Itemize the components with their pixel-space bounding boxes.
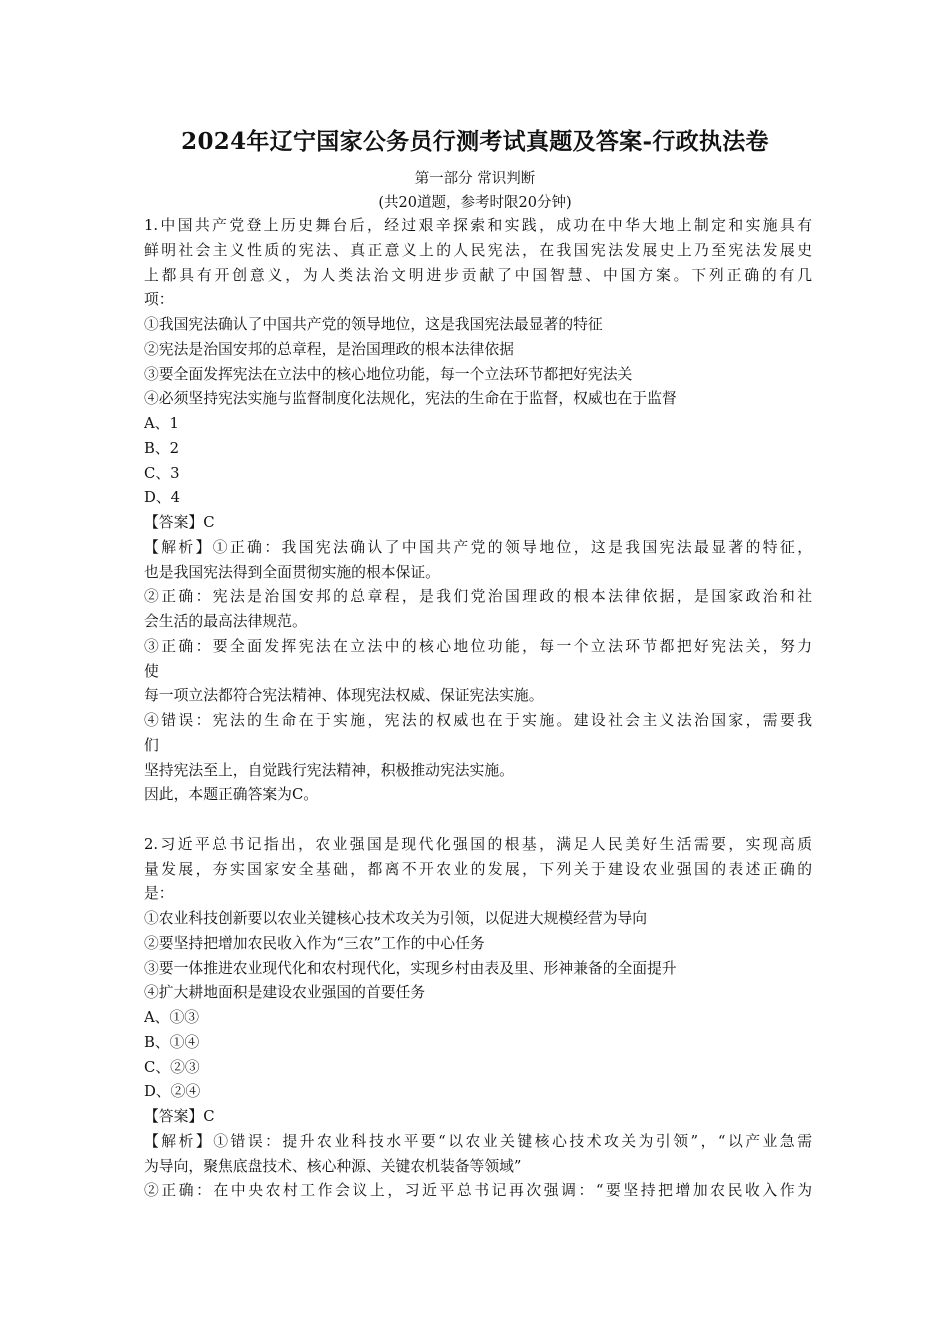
analysis-line: 因此，本题正确答案为C。 (144, 786, 319, 804)
question-stem-line: 项： (144, 291, 174, 309)
option-a: A、1 (144, 415, 179, 432)
section-note: (共20道题，参考时限20分钟) (378, 195, 572, 211)
statement-item: ②要坚持把增加农民收入作为“三农”工作的中心任务 (144, 934, 485, 952)
question-stem-line: 是： (144, 885, 174, 903)
analysis-line: 也是我国宪法得到全面贯彻实施的根本保证。 (144, 563, 440, 581)
section-title: 第一部分 常识判断 (414, 171, 536, 187)
option-c: C、3 (144, 464, 180, 482)
statement-item: ②宪法是治国安邦的总章程，是治国理政的根本法律依据 (144, 340, 514, 358)
question-stem-line: 2.习近平总书记指出，农业强国是现代化强国的根基，满足人民美好生活需要，实现高质 (144, 835, 812, 853)
analysis-line: 使 (144, 662, 159, 680)
option-d: D、4 (144, 489, 181, 507)
analysis-line: ②正确：宪法是治国安邦的总章程，是我们党治国理政的根本法律依据，是国家政治和社 (144, 588, 812, 606)
blank-line (144, 808, 812, 833)
question-stem-line: 上都具有开创意义，为人类法治文明进步贡献了中国智慧、中国方案。下列正确的有几 (144, 266, 812, 284)
analysis-line: ④错误：宪法的生命在于实施，宪法的权威也在于实施。建设社会主义法治国家，需要我 (144, 712, 812, 729)
option-b: B、①④ (144, 1033, 200, 1051)
document-body (144, 214, 812, 1204)
option-c: C、②③ (144, 1058, 200, 1076)
analysis-line: ③正确：要全面发挥宪法在立法中的核心地位功能，每一个立法环节都把好宪法关，努力 (144, 637, 812, 655)
statement-item: ①农业科技创新要以农业关键核心技术攻关为引领，以促进大规模经营为导向 (144, 910, 648, 927)
statement-item: ③要一体推进农业现代化和农村现代化，实现乡村由表及里、形神兼备的全面提升 (144, 959, 677, 977)
statement-item: ④必须坚持宪法实施与监督制度化法规化，宪法的生命在于监督，权威也在于监督 (144, 390, 677, 408)
option-a: A、①③ (144, 1009, 200, 1026)
analysis-line: 【解析】①正确：我国宪法确认了中国共产党的领导地位，这是我国宪法最显著的特征， (144, 538, 812, 556)
analysis-line: 【解析】①错误：提升农业科技水平要“以农业关键核心技术攻关为引领”，“以产业急需 (144, 1132, 812, 1150)
analysis-line: 坚持宪法至上，自觉践行宪法精神，积极推动宪法实施。 (144, 761, 514, 779)
statement-item: ①我国宪法确认了中国共产党的领导地位，这是我国宪法最显著的特征 (144, 316, 603, 333)
analysis-line: ②正确：在中央农村工作会议上，习近平总书记再次强调：“要坚持把增加农民收入作为 (144, 1182, 812, 1200)
answer-line: 【答案】C (144, 1108, 215, 1125)
analysis-line: 每一项立法都符合宪法精神、体现宪法权威、保证宪法实施。 (144, 687, 544, 705)
statement-item: ③要全面发挥宪法在立法中的核心地位功能，每一个立法环节都把好宪法关 (144, 365, 633, 383)
page-title: 2024年辽宁国家公务员行测考试真题及答案-行政执法卷 (181, 128, 769, 155)
question-stem-line: 1.中国共产党登上历史舞台后，经过艰辛探索和实践，成功在中华大地上制定和实施具有 (144, 217, 812, 234)
analysis-line: 会生活的最高法律规范。 (144, 613, 307, 630)
analysis-line: 为导向，聚焦底盘技术、核心种源、关键农机装备等领域” (144, 1157, 522, 1175)
question-stem-line: 量发展，夯实国家安全基础，都离不开农业的发展，下列关于建设农业强国的表述正确的 (144, 860, 812, 878)
question-stem-line: 鲜明社会主义性质的宪法、真正意义上的人民宪法，在我国宪法发展史上乃至宪法发展史 (144, 241, 812, 259)
statement-item: ④扩大耕地面积是建设农业强国的首要任务 (144, 984, 426, 1002)
analysis-line: 们 (144, 736, 159, 754)
answer-line: 【答案】C (144, 514, 215, 531)
option-b: B、2 (144, 439, 180, 457)
option-d: D、②④ (144, 1083, 201, 1101)
question-1 (144, 214, 812, 808)
question-2 (144, 833, 812, 1204)
